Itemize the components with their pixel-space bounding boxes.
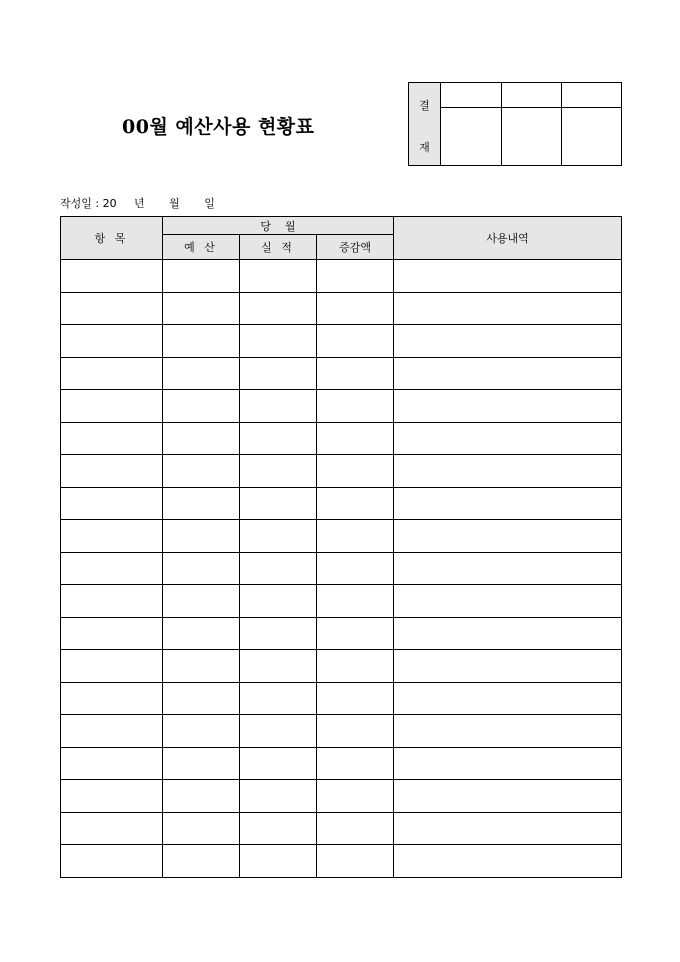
cell-actual [240,812,317,845]
document-title: 00월 예산사용 현황표 [122,116,315,138]
cell-variance [317,845,394,878]
cell-details [394,422,622,455]
cell-variance [317,617,394,650]
cell-actual [240,747,317,780]
table-row [61,390,622,423]
approval-label-top: 결 [419,99,430,112]
cell-budget [163,715,240,748]
cell-variance [317,390,394,423]
cell-variance [317,682,394,715]
cell-item [61,390,163,423]
cell-budget [163,617,240,650]
table-row [61,325,622,358]
cell-actual [240,650,317,683]
cell-details [394,747,622,780]
table-row [61,617,622,650]
cell-actual [240,487,317,520]
table-row [61,585,622,618]
cell-variance [317,650,394,683]
cell-details [394,715,622,748]
table-row [61,260,622,293]
cell-details [394,650,622,683]
approval-label-bottom: 재 [419,141,430,154]
cell-details [394,682,622,715]
cell-details [394,812,622,845]
date-line: 작성일 : 20 년 월 일 [60,197,215,210]
cell-variance [317,292,394,325]
cell-actual [240,552,317,585]
cell-details [394,552,622,585]
cell-item [61,455,163,488]
cell-item [61,617,163,650]
cell-budget [163,357,240,390]
cell-item [61,520,163,553]
table-row [61,487,622,520]
cell-item [61,682,163,715]
cell-details [394,455,622,488]
header-actual: 실 적 [240,235,317,260]
cell-item [61,260,163,293]
cell-budget [163,260,240,293]
cell-variance [317,422,394,455]
cell-details [394,292,622,325]
cell-actual [240,422,317,455]
cell-budget [163,520,240,553]
cell-budget [163,682,240,715]
cell-actual [240,520,317,553]
cell-budget [163,455,240,488]
table-row [61,520,622,553]
cell-item [61,357,163,390]
table-row [61,357,622,390]
cell-budget [163,780,240,813]
cell-budget [163,325,240,358]
cell-actual [240,845,317,878]
cell-variance [317,487,394,520]
cell-actual [240,715,317,748]
approval-box [408,82,622,166]
cell-details [394,845,622,878]
table-row [61,715,622,748]
cell-actual [240,682,317,715]
cell-budget [163,487,240,520]
cell-variance [317,715,394,748]
cell-budget [163,747,240,780]
cell-item [61,325,163,358]
approval-divider [440,107,621,108]
cell-details [394,520,622,553]
cell-details [394,780,622,813]
cell-variance [317,552,394,585]
cell-item [61,845,163,878]
cell-variance [317,455,394,488]
cell-actual [240,357,317,390]
table-row [61,682,622,715]
cell-item [61,780,163,813]
header-item: 항 목 [61,217,163,260]
cell-actual [240,780,317,813]
cell-actual [240,617,317,650]
header-variance: 증감액 [317,235,394,260]
table-row [61,292,622,325]
cell-details [394,617,622,650]
approval-label-column [409,83,441,165]
cell-budget [163,845,240,878]
cell-variance [317,520,394,553]
table-row [61,422,622,455]
cell-details [394,325,622,358]
header-budget: 예 산 [163,235,240,260]
table-row [61,780,622,813]
cell-budget [163,812,240,845]
cell-budget [163,422,240,455]
cell-item [61,715,163,748]
cell-budget [163,552,240,585]
cell-budget [163,390,240,423]
cell-budget [163,585,240,618]
cell-budget [163,650,240,683]
cell-item [61,585,163,618]
cell-details [394,390,622,423]
cell-variance [317,260,394,293]
table-row [61,812,622,845]
cell-actual [240,585,317,618]
cell-variance [317,812,394,845]
cell-actual [240,455,317,488]
cell-variance [317,325,394,358]
cell-actual [240,390,317,423]
cell-details [394,260,622,293]
approval-divider [501,83,502,165]
cell-details [394,357,622,390]
cell-item [61,552,163,585]
budget-usage-table [60,216,622,878]
cell-variance [317,357,394,390]
cell-item [61,650,163,683]
cell-item [61,812,163,845]
cell-item [61,487,163,520]
cell-item [61,292,163,325]
cell-actual [240,260,317,293]
cell-actual [240,325,317,358]
cell-item [61,422,163,455]
cell-budget [163,292,240,325]
header-details: 사용내역 [394,217,622,260]
cell-variance [317,780,394,813]
table-row [61,845,622,878]
approval-divider [561,83,562,165]
cell-actual [240,292,317,325]
cell-details [394,585,622,618]
cell-details [394,487,622,520]
cell-variance [317,747,394,780]
cell-variance [317,585,394,618]
cell-item [61,747,163,780]
table-row [61,650,622,683]
header-month: 당 월 [163,217,394,235]
table-row [61,552,622,585]
table-row [61,455,622,488]
table-row [61,747,622,780]
